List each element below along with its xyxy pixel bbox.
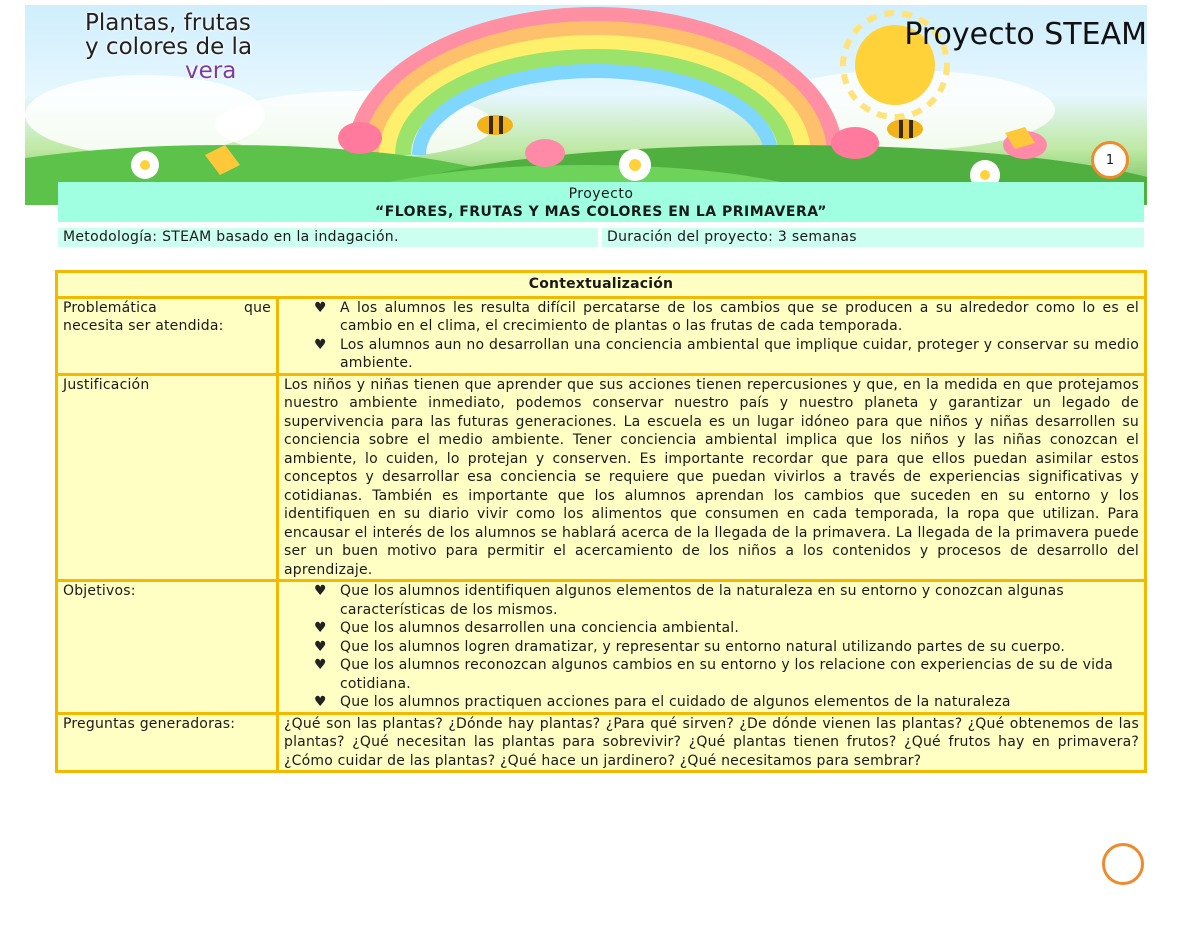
objectives-list bbox=[284, 582, 1139, 712]
questions-label: Preguntas generadoras: bbox=[57, 713, 278, 772]
methodology-field: Metodología: STEAM basado en la indagación. bbox=[58, 228, 598, 247]
table-row bbox=[57, 713, 1146, 772]
project-name: “FLORES, FRUTAS Y MAS COLORES EN LA PRIMAVERA” bbox=[375, 204, 827, 220]
banner-title-line2: y colores de la bbox=[85, 34, 253, 60]
list-item: ♥ Que los alumnos reconozcan algunos cambios en su entorno y los relacione con experiencias de su de vida cotidiana. bbox=[314, 656, 1119, 693]
table-row bbox=[57, 374, 1146, 581]
list-item: ♥ Que los alumnos logren dramatizar, y representar su entorno natural utilizando partes de su cuerpo. bbox=[314, 638, 1119, 657]
problem-label-word2: que bbox=[244, 299, 271, 316]
list-item: ♥ Que los alumnos practiquen acciones para el cuidado de algunos elementos de la naturaleza bbox=[314, 693, 1119, 712]
list-item: ♥ Que los alumnos desarrollen una conciencia ambiental. bbox=[314, 619, 1119, 638]
steam-project-title: Proyecto STEAM bbox=[904, 17, 1147, 52]
objectives-content-cell bbox=[278, 581, 1146, 714]
duration-field: Duración del proyecto: 3 semanas bbox=[602, 228, 1144, 247]
table-header-row bbox=[57, 272, 1146, 298]
list-item: ♥ A los alumnos les resulta difícil percatarse de los cambios que se producen a su alrededor como lo es el cambio en el clima, el crecimiento de plantas o las frutas de cada temporada. bbox=[314, 299, 1139, 336]
questions-text: ¿Qué son las plantas? ¿Dónde hay plantas? ¿Para qué sirven? ¿De dónde vienen las plantas? ¿Qué obtenemos de las plantas? ¿Qué necesitan las plantas para sobrevivir? ¿Qué plantas tienen frutos? ¿Qué frutos hay en primavera? ¿Cómo cuidar de las plantas? ¿Qué hace un jardinero? ¿Qué necesitamos para sembrar? bbox=[278, 713, 1146, 772]
objectives-label: Objetivos: bbox=[57, 581, 278, 714]
justification-text: Los niños y niñas tienen que aprender que sus acciones tienen repercusiones y que, en la medida en que protejamos nuestro ambiente inmediato, podemos conservar nuestro país y nuestro planeta y garantizar un legado de supervivencia para las futuras generaciones. La escuela es un lugar idóneo para que niños y niñas desarrollen su conciencia sobre el medio ambiente. Tener conciencia ambiental implica que los niños y las niñas conozcan el ambiente, lo cuiden, lo protejan y conserven. Es importante recordar que para que ellos puedan asimilar estos conceptos y desarrollar esa conciencia se requiere que puedan vivirlos a través de experiencias significativas y cotidianas. También es importante que los alumnos aprendan los cambios que suceden en su entorno y los identifiquen en su diario vivir como los alimentos que consumen en cada temporada, la ropa que utilizan. Para encausar el interés de los alumnos se hablará acerca de la llegada de la primavera. La llegada de la primavera puede ser un buen motivo para permitir el acercamiento de los niños a los contenidos y procesos de desarrollo del aprendizaje. bbox=[278, 374, 1146, 581]
list-item: ♥ Que los alumnos identifiquen algunos elementos de la naturaleza en su entorno y conozcan algunas características de los mismos. bbox=[314, 582, 1119, 619]
problem-label-line2: necesita ser atendida: bbox=[63, 318, 224, 334]
contextualization-table bbox=[55, 270, 1147, 773]
justification-label: Justificación bbox=[57, 374, 278, 581]
list-item: ♥ Los alumnos aun no desarrollan una conciencia ambiental que implique cuidar, proteger y conservar su medio ambiente. bbox=[314, 336, 1139, 373]
table-heading: Contextualización bbox=[57, 272, 1146, 298]
banner-title-line1: Plantas, frutas bbox=[85, 10, 251, 36]
table-row bbox=[57, 581, 1146, 714]
table-row bbox=[57, 297, 1146, 374]
problem-label-word1: Problemática bbox=[63, 299, 157, 316]
project-label: Proyecto bbox=[568, 186, 634, 202]
problem-content-cell bbox=[278, 297, 1146, 374]
banner-logo-title bbox=[85, 11, 305, 83]
project-title-box bbox=[58, 182, 1144, 222]
problem-label-cell bbox=[57, 297, 278, 374]
page-marker-circle bbox=[1102, 843, 1144, 885]
banner-title-line3: vera bbox=[185, 58, 237, 84]
banner-illustration bbox=[25, 5, 1147, 205]
problem-list bbox=[284, 299, 1139, 373]
page-number-badge: 1 bbox=[1091, 141, 1129, 179]
